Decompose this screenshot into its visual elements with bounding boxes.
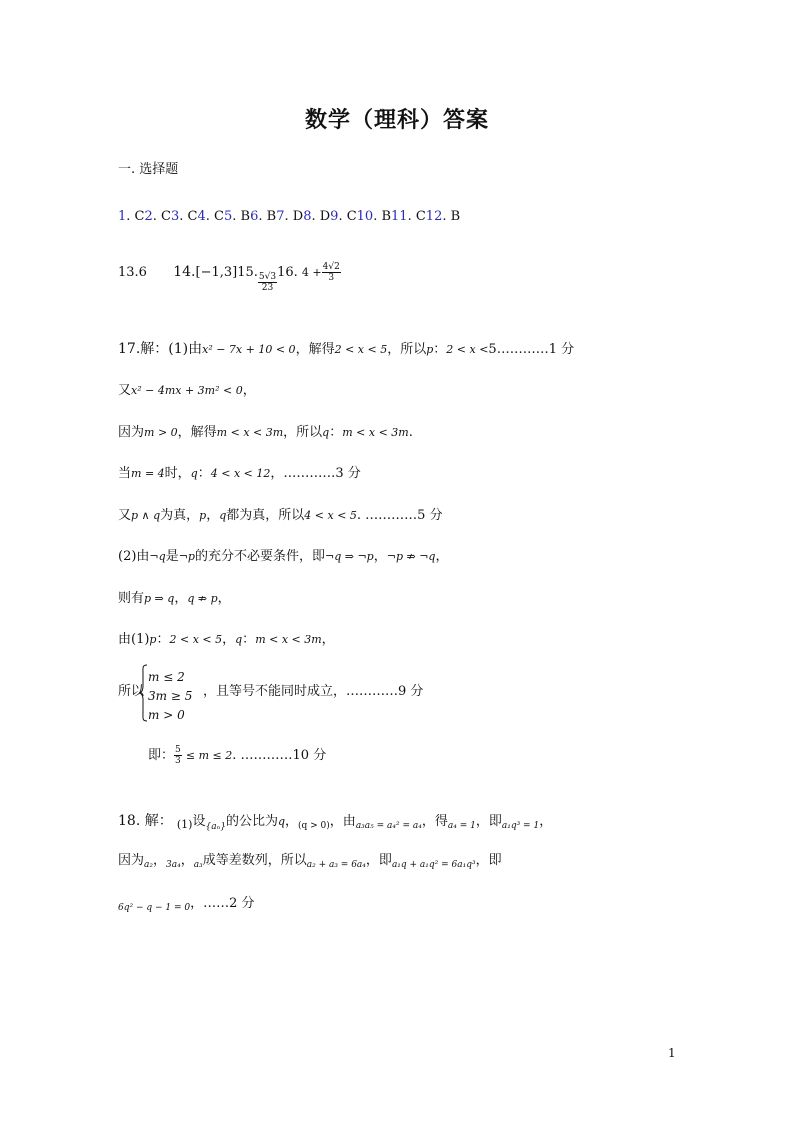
math: p <box>426 343 434 356</box>
q18-line-3 <box>118 896 255 913</box>
answer-choice: . B <box>232 209 251 224</box>
text: ： <box>197 466 211 481</box>
math: (1) <box>176 818 193 831</box>
text: ，……2 分 <box>190 896 255 911</box>
q15-denominator: 23 <box>261 283 274 293</box>
answer-number: 5 <box>224 209 233 224</box>
text: 当 <box>118 466 132 481</box>
math: q <box>322 426 330 439</box>
answer-number: 2 <box>144 209 153 224</box>
q16-prefix: 4 + <box>301 266 322 279</box>
text: 则有 <box>118 591 145 606</box>
math: m < x < 3m <box>216 426 284 439</box>
answer-choice: . D <box>311 209 331 224</box>
text: ： <box>156 632 170 647</box>
answer-choice: . C <box>126 209 145 224</box>
text: ，解得 <box>295 342 335 357</box>
text: ： <box>329 425 343 440</box>
math: 2 < x < 5 <box>334 343 388 356</box>
text: ，即 <box>475 814 502 829</box>
inequality-3: m > 0 <box>148 708 185 722</box>
math: m > 0 <box>144 426 178 439</box>
left-brace-icon <box>138 664 148 722</box>
answer-number: 7 <box>276 209 285 224</box>
text: 因为 <box>118 425 145 440</box>
answer-choice: . B <box>442 209 461 224</box>
text: ： <box>242 632 256 647</box>
fill-answers <box>118 262 341 293</box>
q17-line-1 <box>118 341 574 358</box>
math: x² − 4mx + 3m² < 0 <box>131 384 243 397</box>
answer-number: 9 <box>330 209 339 224</box>
choice-answers <box>118 209 460 225</box>
math: a₃ <box>193 860 203 870</box>
math: q <box>190 467 198 480</box>
text: ， <box>539 814 553 829</box>
answer-choice: . C <box>407 209 426 224</box>
math: 2 < x < 5 <box>169 633 223 646</box>
text: ，得 <box>421 814 448 829</box>
text: ， <box>285 814 299 829</box>
math: a₁q + a₁q² = 6a₁q³ <box>391 860 476 870</box>
math: q ⇏ p <box>187 592 218 605</box>
answer-number: 10 <box>356 209 374 224</box>
text: ，即 <box>475 853 502 868</box>
q14-answer: [−1,3] <box>195 265 238 280</box>
answer-number: 3 <box>171 209 180 224</box>
q18-line-1 <box>118 813 552 831</box>
text: ， <box>180 853 194 868</box>
text: ， <box>321 632 335 647</box>
text: 的公比为 <box>225 814 278 829</box>
section-heading: 一. 选择题 <box>118 162 179 177</box>
math: p ∧ q <box>131 509 161 522</box>
math: q <box>235 633 243 646</box>
math: {aₙ} <box>205 822 226 832</box>
text: ， <box>222 632 236 647</box>
text: 成等差数列，所以 <box>202 853 307 868</box>
text: 设 <box>192 814 206 829</box>
text: 由(1) <box>118 632 150 647</box>
text: . …………10 分 <box>232 748 327 763</box>
answer-number: 11 <box>391 209 408 224</box>
text: ， <box>206 508 220 523</box>
q17-line-4 <box>118 466 361 482</box>
text: 18. 解： <box>118 813 173 829</box>
math: 4 < x < 5 <box>304 509 357 522</box>
math: p ⇒ q <box>144 592 175 605</box>
q18-line-2 <box>118 853 502 870</box>
q17-line-8 <box>118 632 335 648</box>
q17-line-2 <box>118 383 256 399</box>
math: ¬p <box>178 550 195 563</box>
q14-label: 14. <box>173 264 196 280</box>
text: ，由 <box>329 814 356 829</box>
text: 是 <box>165 549 179 564</box>
denominator: 3 <box>175 756 181 766</box>
text: ， <box>174 591 188 606</box>
q17-line-9-suffix: ，且等号不能同时成立，…………9 分 <box>203 684 424 699</box>
text: ，所以 <box>283 425 323 440</box>
answer-number: 4 <box>197 209 206 224</box>
text: ， <box>153 853 167 868</box>
math: x² − 7x + 10 < 0 <box>202 343 296 356</box>
math: (q > 0) <box>298 821 330 831</box>
q13-answer: 13.6 <box>118 265 147 280</box>
answer-choice: . C <box>152 209 171 224</box>
text: ： <box>433 342 447 357</box>
answer-number: 6 <box>250 209 259 224</box>
answer-number: 8 <box>303 209 312 224</box>
math: m < x < 3m <box>255 633 322 646</box>
text: . …………5 分 <box>356 508 443 523</box>
math: a₂ + a₃ = 6a₄ <box>306 860 366 870</box>
q17-line-5 <box>118 508 443 524</box>
inequality-1: m ≤ 2 <box>148 670 185 684</box>
math: a₃a₅ = a₄² = a₄ <box>355 821 422 831</box>
text: ，即 <box>365 853 392 868</box>
q16-fraction <box>322 262 341 283</box>
q16-denominator: 3 <box>328 273 335 283</box>
q17-line-9-prefix: 所以 <box>118 684 145 699</box>
text: 17.解：(1)由 <box>118 341 203 357</box>
math: ¬q ⇒ ¬p <box>324 550 374 563</box>
q15-fraction <box>258 272 277 293</box>
math: q <box>277 815 285 828</box>
text: ，…………3 分 <box>270 466 361 481</box>
text: . <box>408 425 413 440</box>
text: 为真， <box>160 508 200 523</box>
answer-choice: . C <box>205 209 224 224</box>
text: ，所以 <box>387 342 427 357</box>
math: 6q² − q − 1 = 0 <box>118 903 191 913</box>
math: 2 < x < <box>446 343 489 356</box>
answer-number: 1 <box>118 209 127 224</box>
text: 又 <box>118 508 132 523</box>
numerator: 5 <box>175 745 181 755</box>
text: ， <box>242 383 256 398</box>
fraction <box>174 745 182 766</box>
answer-choice: . B <box>373 209 392 224</box>
text: 的充分不必要条件，即 <box>194 549 325 564</box>
math: a₁q³ = 1 <box>501 821 540 831</box>
math: ¬p ⇏ ¬q <box>386 550 436 563</box>
math: a₄ = 1 <box>447 821 476 831</box>
text: ， <box>217 591 231 606</box>
math: p <box>199 509 207 522</box>
q16-numerator: 4√2 <box>322 262 340 272</box>
text: 5…………1 分 <box>488 342 575 357</box>
math: 4 < x < 12 <box>210 467 271 480</box>
math: m < x < 3m <box>342 426 409 439</box>
page-number: 1 <box>668 1046 676 1060</box>
math: 3a₄ <box>166 860 181 870</box>
text: ， <box>435 549 449 564</box>
text: 即： <box>148 748 175 763</box>
text: (2)由 <box>118 549 150 564</box>
answer-choice: . D <box>284 209 304 224</box>
math: q <box>219 509 227 522</box>
math: p <box>149 633 157 646</box>
answer-number: 12 <box>425 209 443 224</box>
text: ，解得 <box>177 425 217 440</box>
answer-choice: . C <box>179 209 198 224</box>
text: 又 <box>118 383 132 398</box>
q15-label: 15. <box>237 265 258 280</box>
text: 时， <box>164 466 191 481</box>
math: a₂ <box>144 860 153 870</box>
math: ¬q <box>149 550 166 563</box>
answer-choice: . B <box>258 209 277 224</box>
text: 因为 <box>118 853 145 868</box>
q15-numerator: 5√3 <box>258 272 277 282</box>
q17-line-7 <box>118 591 231 607</box>
inequality-system <box>148 668 192 725</box>
inequality-2: 3m ≥ 5 <box>148 689 193 703</box>
answer-choice: . C <box>338 209 357 224</box>
math: ≤ m ≤ 2 <box>185 749 233 762</box>
text: 都为真，所以 <box>226 508 305 523</box>
q17-line-3 <box>118 425 413 441</box>
q17-line-10 <box>148 745 326 766</box>
q16-label: 16. <box>277 265 298 280</box>
math: m = 4 <box>131 467 165 480</box>
q17-line-6 <box>118 549 448 565</box>
page-title: 数学（理科）答案 <box>304 108 489 133</box>
text: ， <box>373 549 387 564</box>
